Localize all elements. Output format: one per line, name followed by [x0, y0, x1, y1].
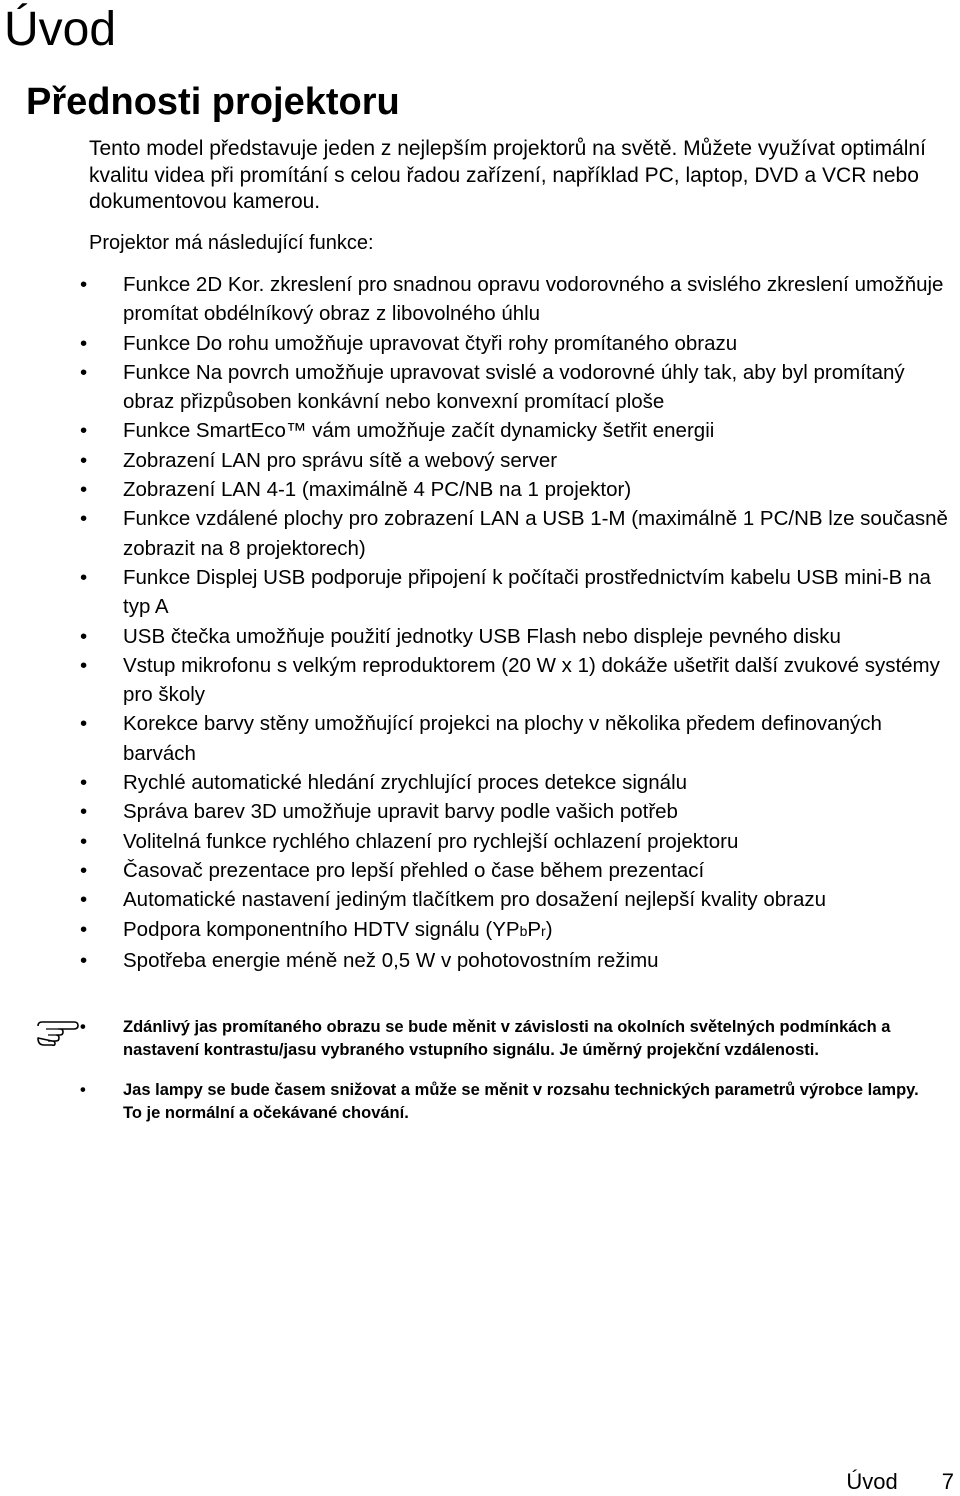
note-list: [80, 1016, 940, 1142]
section-title: Přednosti projektoru: [26, 81, 400, 123]
feature-item-hdtv: [80, 915, 960, 946]
chapter-title: Úvod: [4, 3, 117, 56]
hdtv-sub-b: b: [519, 922, 528, 939]
bullet-icon: •: [80, 948, 88, 972]
page-footer: [846, 1468, 954, 1496]
feature-text: Časovač prezentace pro lepší přehled o čase během prezentací: [123, 858, 705, 882]
feature-text: Funkce Na povrch umožňuje upravovat svislé a vodorovné úhly tak, aby byl promítaný obraz přizpůsoben konkávní nebo konvexní promítací ploše: [123, 360, 905, 414]
bullet-icon: •: [80, 829, 88, 853]
bullet-icon: •: [80, 507, 88, 531]
note-text: Jas lampy se bude časem snižovat a může se měnit v rozsahu technických parametrů výrobce lampy. To je normální a očekávané chování.: [123, 1081, 919, 1122]
feature-item: [80, 856, 960, 885]
feature-text: Rychlé automatické hledání zrychlující proces detekce signálu: [123, 771, 688, 795]
bullet-icon: •: [80, 771, 88, 795]
hdtv-p: P: [527, 917, 542, 941]
feature-item: [80, 622, 960, 651]
bullet-icon: •: [80, 331, 88, 355]
feature-item: [80, 270, 960, 329]
pointing-hand-icon: [34, 1016, 84, 1046]
feature-item: [80, 709, 960, 768]
feature-text: Spotřeba energie méně než 0,5 W v pohotovostním režimu: [123, 948, 659, 972]
feature-text: Funkce 2D Kor. zkreslení pro snadnou opravu vodorovného a svislého zkreslení umožňuje promítat obdélníkový obraz z libovolného úhlu: [123, 273, 944, 326]
feature-item: [80, 504, 960, 563]
intro-paragraph: Tento model představuje jeden z nejlepším projektorů na světě. Můžete využívat optimální kvalitu videa při promítání s celou řadou zařízení, například PC, laptop, DVD a VCR nebo dokumentovou kamerou.: [89, 137, 926, 213]
bullet-icon: •: [80, 565, 88, 589]
bullet-icon: •: [80, 1081, 86, 1099]
feature-item: [80, 446, 960, 475]
hdtv-text: Podpora komponentního HDTV signálu (YP: [123, 917, 520, 941]
feature-item: [80, 416, 960, 445]
feature-text: Funkce Do rohu umožňuje upravovat čtyři rohy promítaného obrazu: [123, 331, 738, 355]
feature-text: Automatické nastavení jediným tlačítkem pro dosažení nejlepší kvality obrazu: [123, 888, 827, 912]
feature-text: Funkce Displej USB podporuje připojení k počítači prostřednictvím kabelu USB mini-B na typ A: [123, 565, 931, 619]
bullet-icon: •: [80, 888, 88, 912]
note-item: [80, 1016, 940, 1061]
feature-item: [80, 358, 960, 417]
hdtv-sub-r: r: [541, 922, 546, 939]
bullet-icon: •: [80, 1018, 86, 1036]
feature-item: [80, 885, 960, 914]
feature-item: [80, 768, 960, 797]
page-number: 7: [941, 1469, 954, 1494]
feature-item: [80, 651, 960, 710]
bullet-icon: •: [80, 712, 88, 736]
bullet-icon: •: [80, 448, 88, 472]
feature-item: [80, 827, 960, 856]
feature-text: Správa barev 3D umožňuje upravit barvy podle vašich potřeb: [123, 800, 678, 824]
feature-text: Vstup mikrofonu s velkým reproduktorem (20 W x 1) dokáže ušetřit další zvukové systémy pro školy: [123, 653, 940, 707]
bullet-icon: •: [80, 917, 88, 941]
feature-text: Zobrazení LAN 4-1 (maximálně 4 PC/NB na 1 projektor): [123, 478, 632, 502]
bullet-icon: •: [80, 419, 88, 443]
feature-list: [80, 270, 960, 975]
feature-item: [80, 475, 960, 504]
note-item: [80, 1079, 940, 1124]
feature-item: [80, 563, 960, 622]
bullet-icon: •: [80, 273, 88, 296]
feature-text: USB čtečka umožňuje použití jednotky USB Flash nebo displeje pevného disku: [123, 624, 841, 648]
feature-text: Funkce SmartEco™ vám umožňuje začít dynamicky šetřit energii: [123, 419, 715, 443]
bullet-icon: •: [80, 478, 88, 502]
feature-item: [80, 946, 960, 975]
features-label: Projektor má následující funkce:: [89, 232, 374, 254]
bullet-icon: •: [80, 653, 88, 677]
feature-text: Zobrazení LAN pro správu sítě a webový server: [123, 448, 558, 472]
feature-item: [80, 329, 960, 358]
note-text: Zdánlivý jas promítaného obrazu se bude měnit v závislosti na okolních světelných podmínkách a nastavení kontrastu/jasu vybraného vstupního signálu. Je úměrný projekční vzdálenosti.: [123, 1018, 891, 1059]
feature-text: Funkce vzdálené plochy pro zobrazení LAN a USB 1-M (maximálně 1 PC/NB lze současně zobrazit na 8 projektorech): [123, 507, 948, 560]
feature-text: [123, 918, 553, 941]
footer-section-label: Úvod: [846, 1469, 898, 1494]
feature-item: [80, 797, 960, 826]
hdtv-close: ): [545, 917, 553, 941]
feature-text: Volitelná funkce rychlého chlazení pro rychlejší ochlazení projektoru: [123, 829, 739, 853]
bullet-icon: •: [80, 800, 88, 824]
bullet-icon: •: [80, 624, 88, 648]
bullet-icon: •: [80, 858, 88, 882]
feature-text: Korekce barvy stěny umožňující projekci na plochy v několika předem definovaných barvách: [123, 712, 882, 765]
bullet-icon: •: [80, 360, 88, 384]
